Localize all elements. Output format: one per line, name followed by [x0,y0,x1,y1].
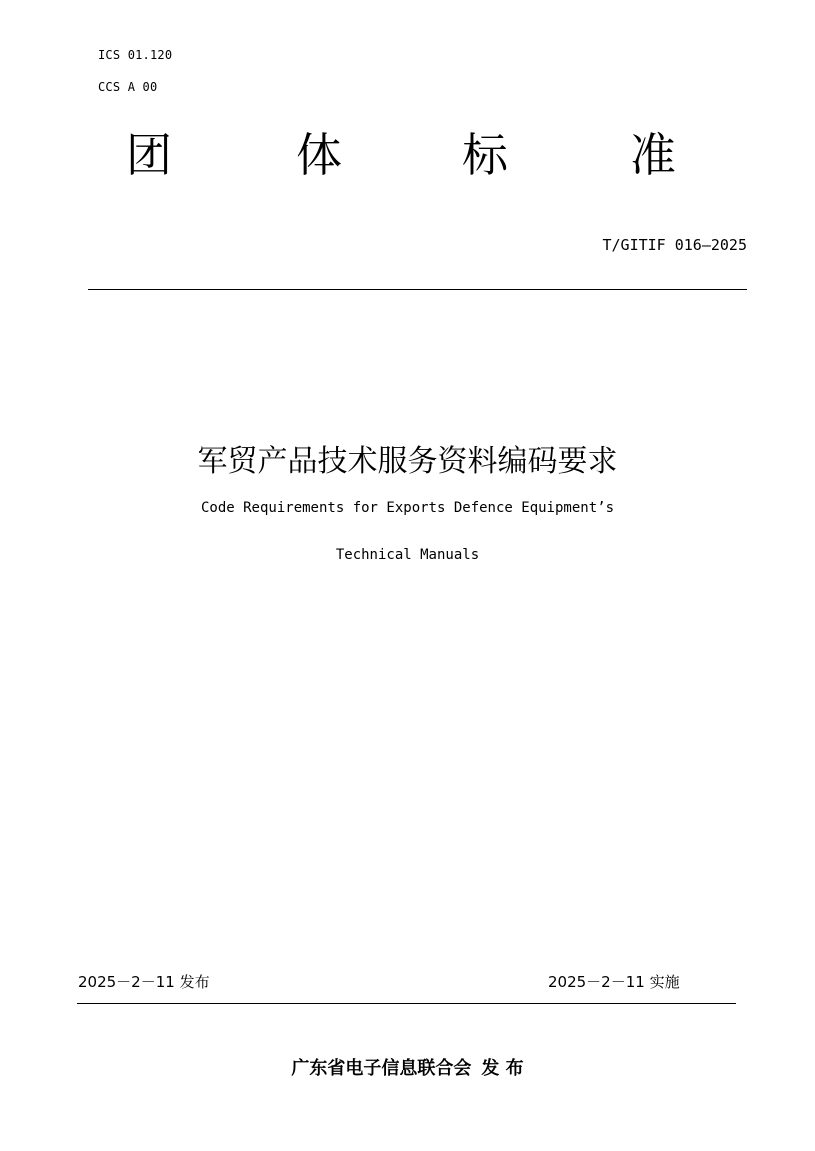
title-char-1: 团 [126,128,172,182]
header-divider [88,289,747,290]
publisher-line [0,1054,815,1080]
publisher-org: 广东省电子信息联合会 [291,1058,472,1079]
document-title-cn: 军贸产品技术服务资料编码要求 [197,444,618,479]
document-title-en-line2: Technical Manuals [335,547,480,563]
standard-number: T/GITIF 016—2025 [602,236,747,254]
ccs-code: CCS A 00 [98,80,158,94]
footer-divider [77,1003,736,1004]
implement-date: 2025－2－11 实施 [548,973,680,991]
ics-code: ICS 01.120 [98,48,173,62]
header-title [60,120,750,190]
title-char-2: 体 [296,128,342,182]
publisher-suffix: 发 布 [481,1058,524,1079]
publish-date: 2025－2－11 发布 [78,973,210,991]
title-char-4: 准 [630,128,676,182]
title-char-3: 标 [462,128,508,182]
document-title-en-line1: Code Requirements for Exports Defence Equipment’s [200,500,614,516]
